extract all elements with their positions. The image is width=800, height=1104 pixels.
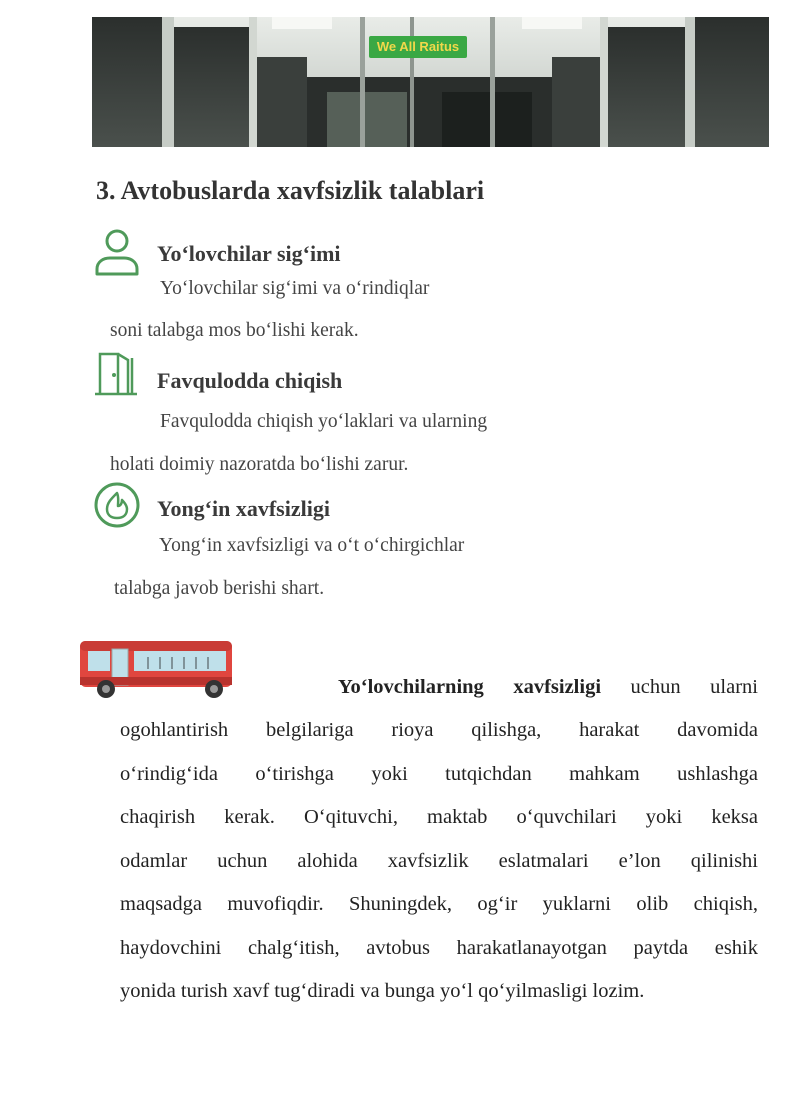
body-line: o‘rindig‘ida o‘tirishga yoki tutqichdan mahkam ushlashga bbox=[120, 763, 758, 785]
item-text: Favqulodda chiqish yo‘laklari va ularning bbox=[160, 411, 488, 432]
item-heading: Yo‘lovchilar sig‘imi bbox=[157, 241, 341, 266]
bus-illustration bbox=[78, 637, 234, 706]
section-title: 3. Avtobuslarda xavfsizlik talablari bbox=[96, 176, 485, 205]
item-text: holati doimiy nazoratda bo‘lishi zarur. bbox=[110, 454, 409, 475]
item-text: Yong‘in xavfsizligi va o‘t o‘chirgichlar bbox=[159, 535, 465, 556]
body-lead-bold: Yo‘lovchilarning xavfsizligi bbox=[338, 676, 602, 698]
body-lead-rest: uchun ularni bbox=[601, 676, 758, 698]
body-line: yonida turish xavf tug‘diradi va bunga yo‘l qo‘yilmasligi lozim. bbox=[120, 980, 645, 1002]
body-line: ogohlantirish belgilariga rioya qilishga, harakat davomida bbox=[120, 719, 758, 741]
body-line: maqsadga muvofiqdir. Shuningdek, og‘ir yuklarni olib chiqish, bbox=[120, 893, 758, 915]
item-heading: Yong‘in xavfsizligi bbox=[157, 496, 330, 521]
body-line: odamlar uchun alohida xavfsizlik eslatmalari e’lon qilinishi bbox=[120, 850, 758, 872]
fire-icon bbox=[93, 481, 141, 534]
item-heading: Favqulodda chiqish bbox=[157, 368, 343, 393]
body-line: haydovchini chalg‘itish, avtobus harakatlanayotgan paytda eshik bbox=[120, 937, 758, 959]
person-icon bbox=[94, 229, 140, 282]
item-text: Yo‘lovchilar sig‘imi va o‘rindiqlar bbox=[160, 278, 430, 299]
body-line: chaqirish kerak. O‘qituvchi, maktab o‘quvchilari yoki keksa bbox=[120, 806, 758, 828]
item-text: soni talabga mos bo‘lishi kerak. bbox=[110, 320, 359, 341]
bus-sign-text: We All Raitus bbox=[376, 39, 460, 54]
item-text: talabga javob berishi shart. bbox=[114, 578, 325, 599]
bus-interior-photo bbox=[92, 17, 769, 147]
body-line bbox=[338, 666, 758, 710]
exit-door-icon bbox=[92, 350, 140, 401]
